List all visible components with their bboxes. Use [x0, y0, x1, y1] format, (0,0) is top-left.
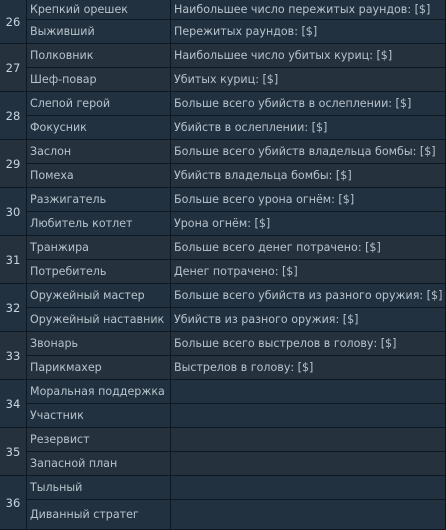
- achievement-description: Больше всего убийств в ослеплении: [$]: [171, 92, 446, 116]
- achievement-description: [171, 500, 446, 530]
- achievement-description: Убийств в ослеплении: [$]: [171, 116, 446, 140]
- achievement-description: [171, 380, 446, 404]
- achievement-description: Больше всего убийств владельца бомбы: [$]: [171, 140, 446, 164]
- achievement-description: [171, 428, 446, 452]
- achievement-title: Запасной план: [27, 452, 171, 476]
- achievement-number: 26: [0, 0, 27, 44]
- achievement-number: 32: [0, 284, 27, 332]
- achievement-description: Пережитых раундов: [$]: [171, 20, 446, 44]
- achievement-title: Разжигатель: [27, 188, 171, 212]
- achievement-title: Выживший: [27, 20, 171, 44]
- achievement-title: Помеха: [27, 164, 171, 188]
- achievement-title: Звонарь: [27, 332, 171, 356]
- achievement-description: Больше всего денег потрачено: [$]: [171, 236, 446, 260]
- achievement-title: Полковник: [27, 44, 171, 68]
- achievement-description: Убийств из разного оружия: [$]: [171, 308, 446, 332]
- achievement-description: Наибольшее число убитых куриц: [$]: [171, 44, 446, 68]
- achievement-number: 36: [0, 476, 27, 530]
- achievement-title: Резервист: [27, 428, 171, 452]
- achievement-title: Заслон: [27, 140, 171, 164]
- achievement-title: Шеф-повар: [27, 68, 171, 92]
- achievement-title: Фокусник: [27, 116, 171, 140]
- achievement-description: Больше всего урона огнём: [$]: [171, 188, 446, 212]
- achievement-number: 28: [0, 92, 27, 140]
- achievement-description: Денег потрачено: [$]: [171, 260, 446, 284]
- achievement-number: 35: [0, 428, 27, 476]
- achievement-description: Убитых куриц: [$]: [171, 68, 446, 92]
- achievement-number: 30: [0, 188, 27, 236]
- achievement-description: Выстрелов в голову: [$]: [171, 356, 446, 380]
- achievement-description: [171, 452, 446, 476]
- achievement-title: Парикмахер: [27, 356, 171, 380]
- achievement-description: Больше всего убийств из разного оружия: [$]: [171, 284, 446, 308]
- achievement-title: Тыльный: [27, 476, 171, 500]
- achievement-number: 34: [0, 380, 27, 428]
- achievement-number: 33: [0, 332, 27, 380]
- achievement-title: Участник: [27, 404, 171, 428]
- achievement-description: Урона огнём: [$]: [171, 212, 446, 236]
- achievement-description: [171, 476, 446, 500]
- achievement-description: Больше всего выстрелов в голову: [$]: [171, 332, 446, 356]
- achievement-title: Моральная поддержка: [27, 380, 171, 404]
- achievement-title: Слепой герой: [27, 92, 171, 116]
- achievement-description: Наибольшее число пережитых раундов: [$]: [171, 0, 446, 20]
- achievement-title: Диванный стратег: [27, 500, 171, 530]
- achievement-title: Транжира: [27, 236, 171, 260]
- achievement-number: 27: [0, 44, 27, 92]
- achievement-title: Оружейный наставник: [27, 308, 171, 332]
- achievement-description: [171, 404, 446, 428]
- achievement-title: Любитель котлет: [27, 212, 171, 236]
- achievement-description: Убийств владельца бомбы: [$]: [171, 164, 446, 188]
- achievement-number: 29: [0, 140, 27, 188]
- achievement-title: Потребитель: [27, 260, 171, 284]
- achievement-title: Оружейный мастер: [27, 284, 171, 308]
- achievement-title: Крепкий орешек: [27, 0, 171, 20]
- achievement-number: 31: [0, 236, 27, 284]
